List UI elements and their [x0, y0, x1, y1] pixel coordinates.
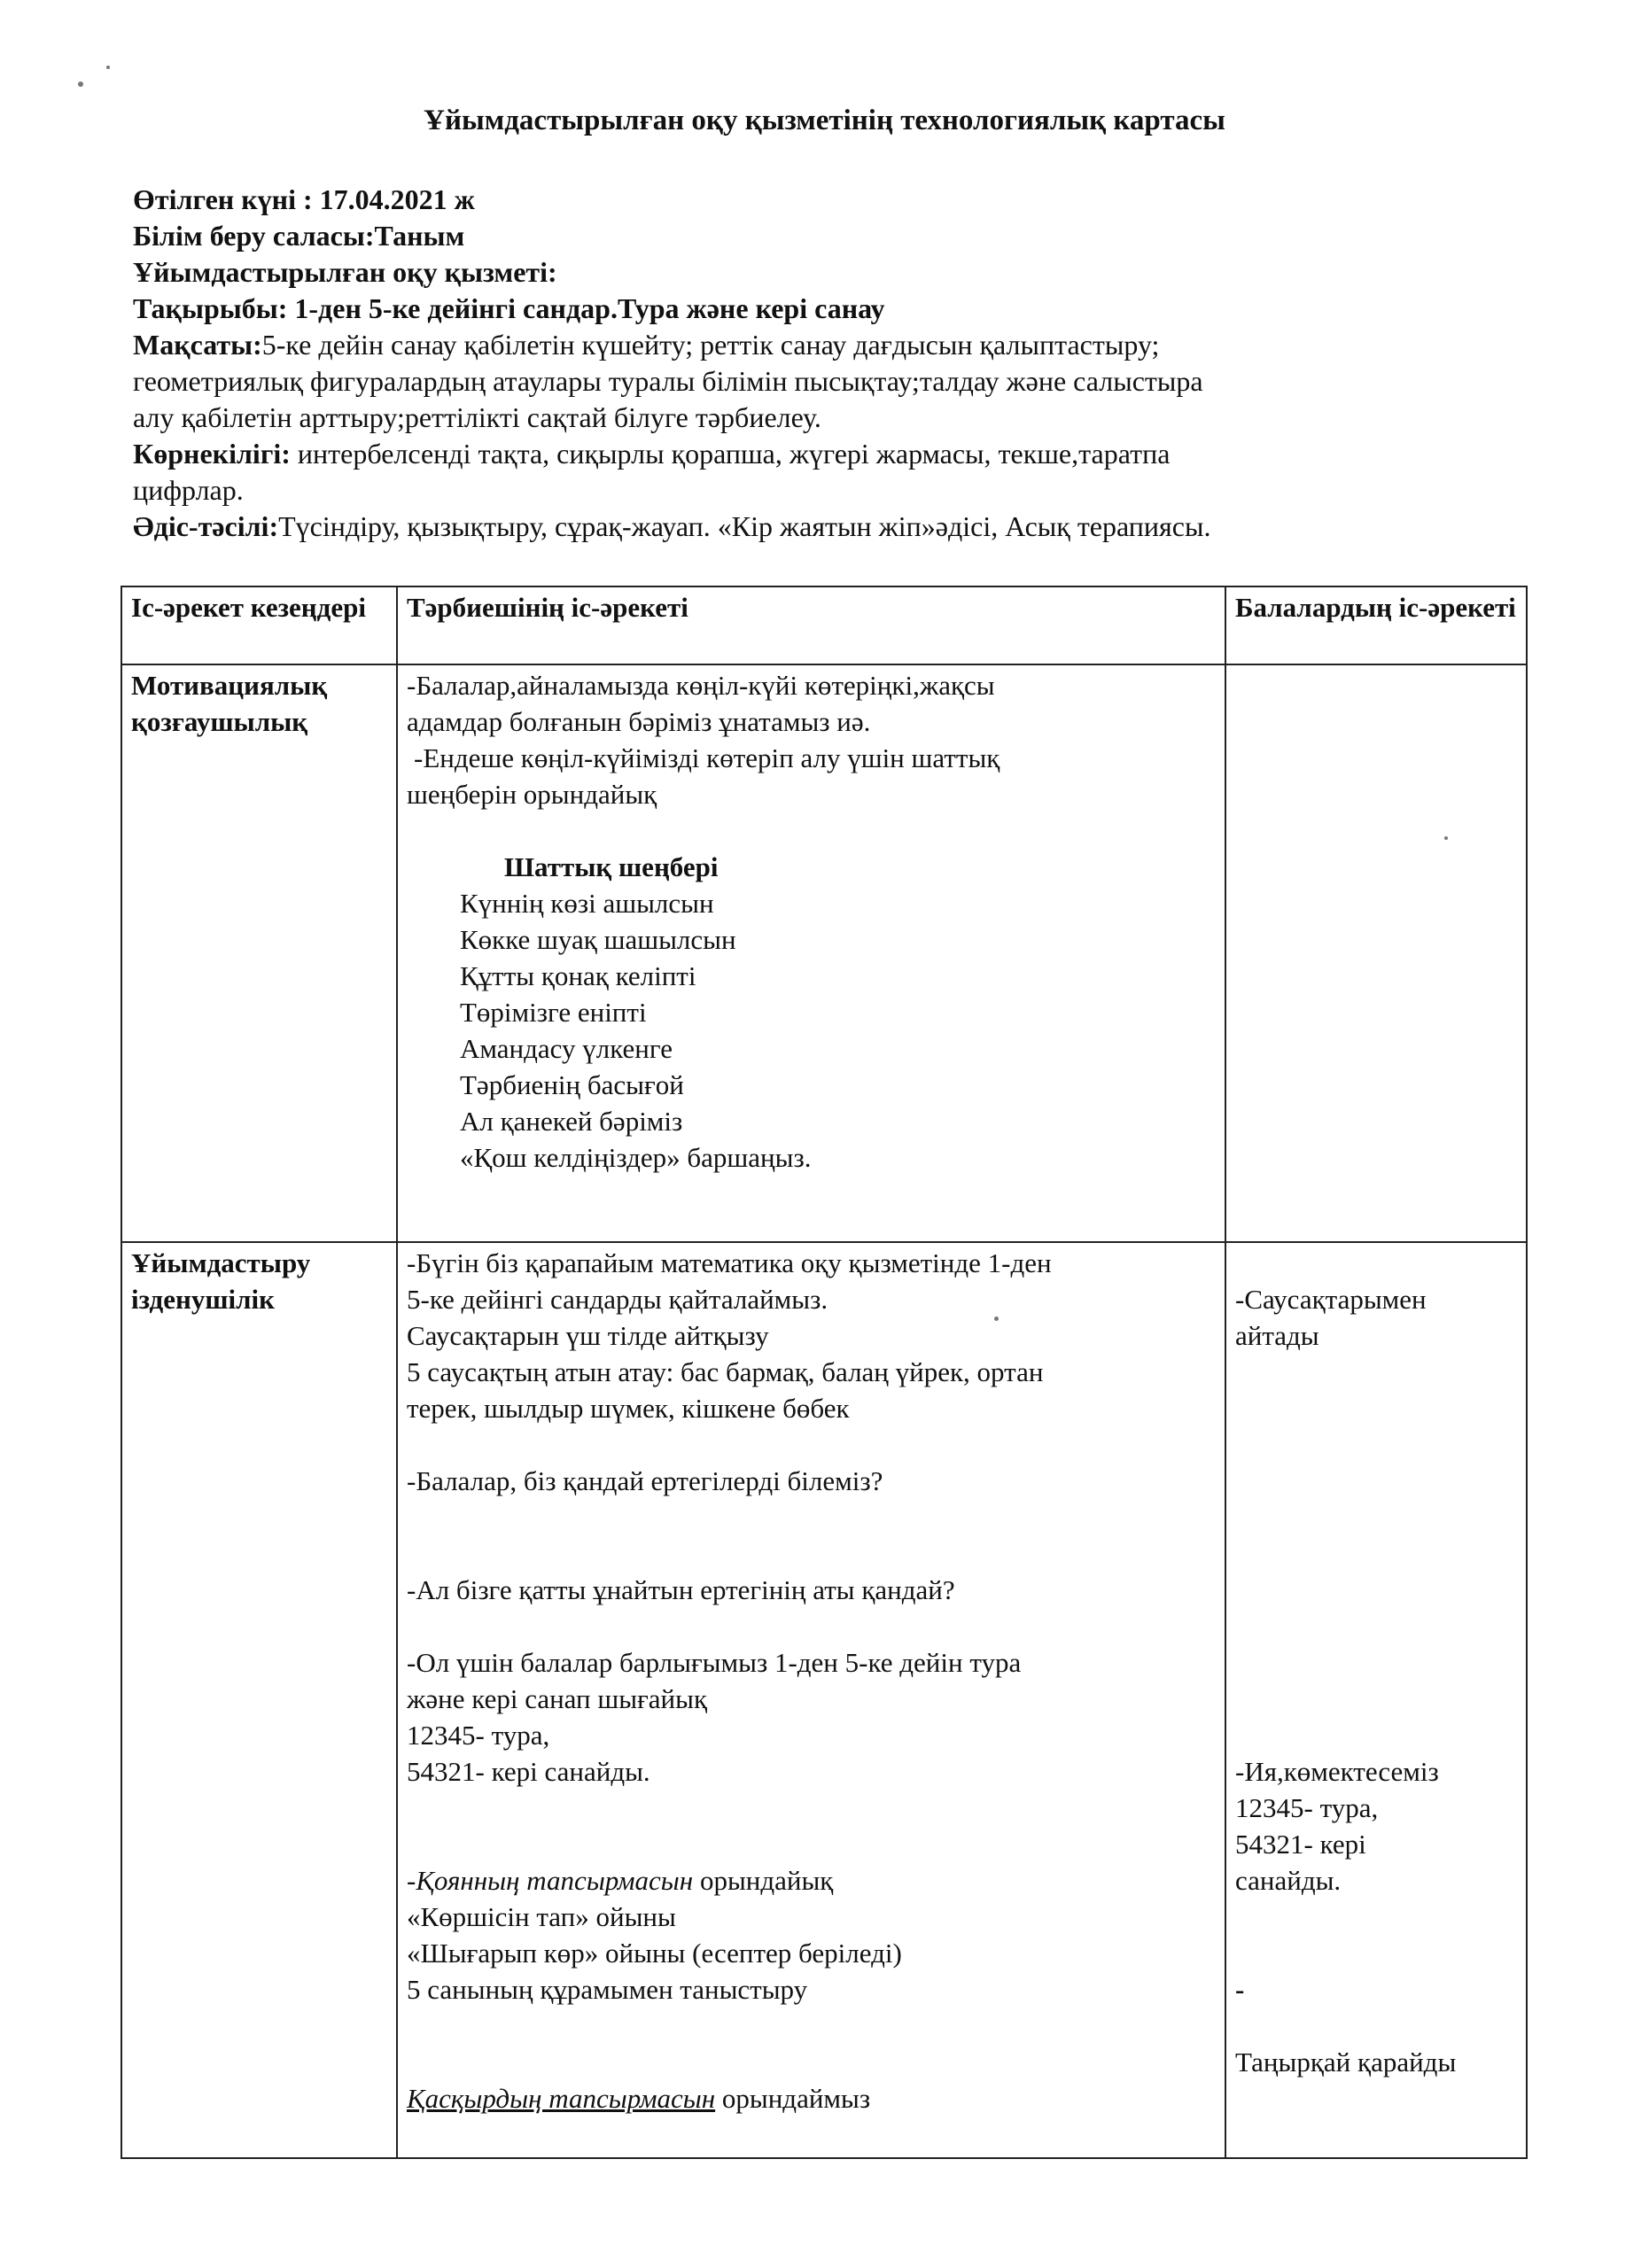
lesson-meta	[133, 182, 1515, 545]
topic-line: Тақырыбы: 1-ден 5-ке дейінгі сандар.Тура және кері санау	[133, 292, 885, 324]
scan-speck	[994, 1317, 999, 1321]
table-row	[121, 1242, 1527, 2158]
poem-title: Шаттық шеңбері	[504, 851, 719, 882]
stage-organization: Ұйымдастыру ізденушілік	[121, 1242, 397, 2158]
document-title: Ұйымдастырылған оқу қызметінің технологиялық картасы	[424, 105, 1225, 136]
method-line: Әдіс-тәсілі:Түсіндіру, қызықтыру, сұрақ-жауап. «Кір жаятын жіп»әдісі, Асық терапиясы.	[133, 510, 1211, 542]
area-line: Білім беру саласы:Таным	[133, 220, 465, 252]
technology-card-table	[121, 586, 1528, 2159]
goal-line: Мақсаты:5-ке дейін санау қабілетін күшейту; реттік санау дағдысын қалыптастыру;	[133, 329, 1160, 361]
scan-speck	[1444, 836, 1448, 840]
children-activity-organization: -Саусақтарымен айтады -Ия,көмектесеміз 12345- тура, 54321- кері санайды. - Таңырқай қарайды	[1225, 1242, 1527, 2158]
header-stages: Іс-әрекет кезеңдері	[121, 586, 397, 664]
teacher-activity-organization: -Бүгін біз қарапайым математика оқу қызметінде 1-ден 5-ке дейінгі сандарды қайталаймыз. Саусақтарын үш тілде айтқызу 5 саусақтың атын атау: бас бармақ, балаң үйрек, ортан терек, шылдыр шүмек, кішкене бөбек -Балалар, біз қандай ертегілерді білеміз? -Ал бізге қатты ұнайтын ертегінің аты қандай? -Ол үшін балалар барлығымыз 1-ден 5-ке дейін тура және кері санап шығайық 12345- тура, 54321- кері санайды. -Қоянның тапсырмасын орындайық «Көршісін тап» ойыны «Шығарып көр» ойыны (есептер беріледі) 5 санының құрамымен таныстыру Қасқырдың тапсырмасын орындаймыз	[397, 1242, 1225, 2158]
stage-motivation: Мотивациялық қозғаушылық	[121, 664, 397, 1242]
children-activity-motivation	[1225, 664, 1527, 1242]
visual-line-2: цифрлар.	[133, 474, 244, 506]
date-line: Өтілген күні : 17.04.2021 ж	[133, 183, 475, 215]
table-row	[121, 664, 1527, 1242]
visual-line: Көрнекілігі: интербелсенді тақта, сиқырлы қорапша, жүгері жармасы, текше,таратпа	[133, 438, 1171, 470]
header-teacher: Тәрбиешінің іс-әрекеті	[397, 586, 1225, 664]
scan-speck	[78, 82, 83, 87]
scan-speck	[106, 66, 110, 69]
goal-line-2: геометриялық фигуралардың атаулары туралы білімін пысықтау;талдау және салыстыра	[133, 365, 1203, 397]
goal-line-3: алу қабілетін арттыру;реттілікті сақтай білуге тәрбиелеу.	[133, 401, 821, 433]
table-header-row	[121, 586, 1527, 664]
header-children: Балалардың іс-әрекеті	[1225, 586, 1527, 664]
teacher-activity-motivation: -Балалар,айналамызда көңіл-күйі көтеріңкі,жақсы адамдар болғанын бәріміз ұнатамыз иә. -Ендеше көңіл-күйімізді көтеріп алу үшін шаттық шеңберін орындайық Шаттық шеңбері Күннің көзі ашылсын Көкке шуақ шашылсын Құтты қонақ келіпті Төрімізге еніпті Амандасу үлкенге Тәрбиенің басығой Ал қанекей бәріміз «Қош келдіңіздер» баршаңыз.	[397, 664, 1225, 1242]
activity-line: Ұйымдастырылған оқу қызметі:	[133, 256, 557, 288]
